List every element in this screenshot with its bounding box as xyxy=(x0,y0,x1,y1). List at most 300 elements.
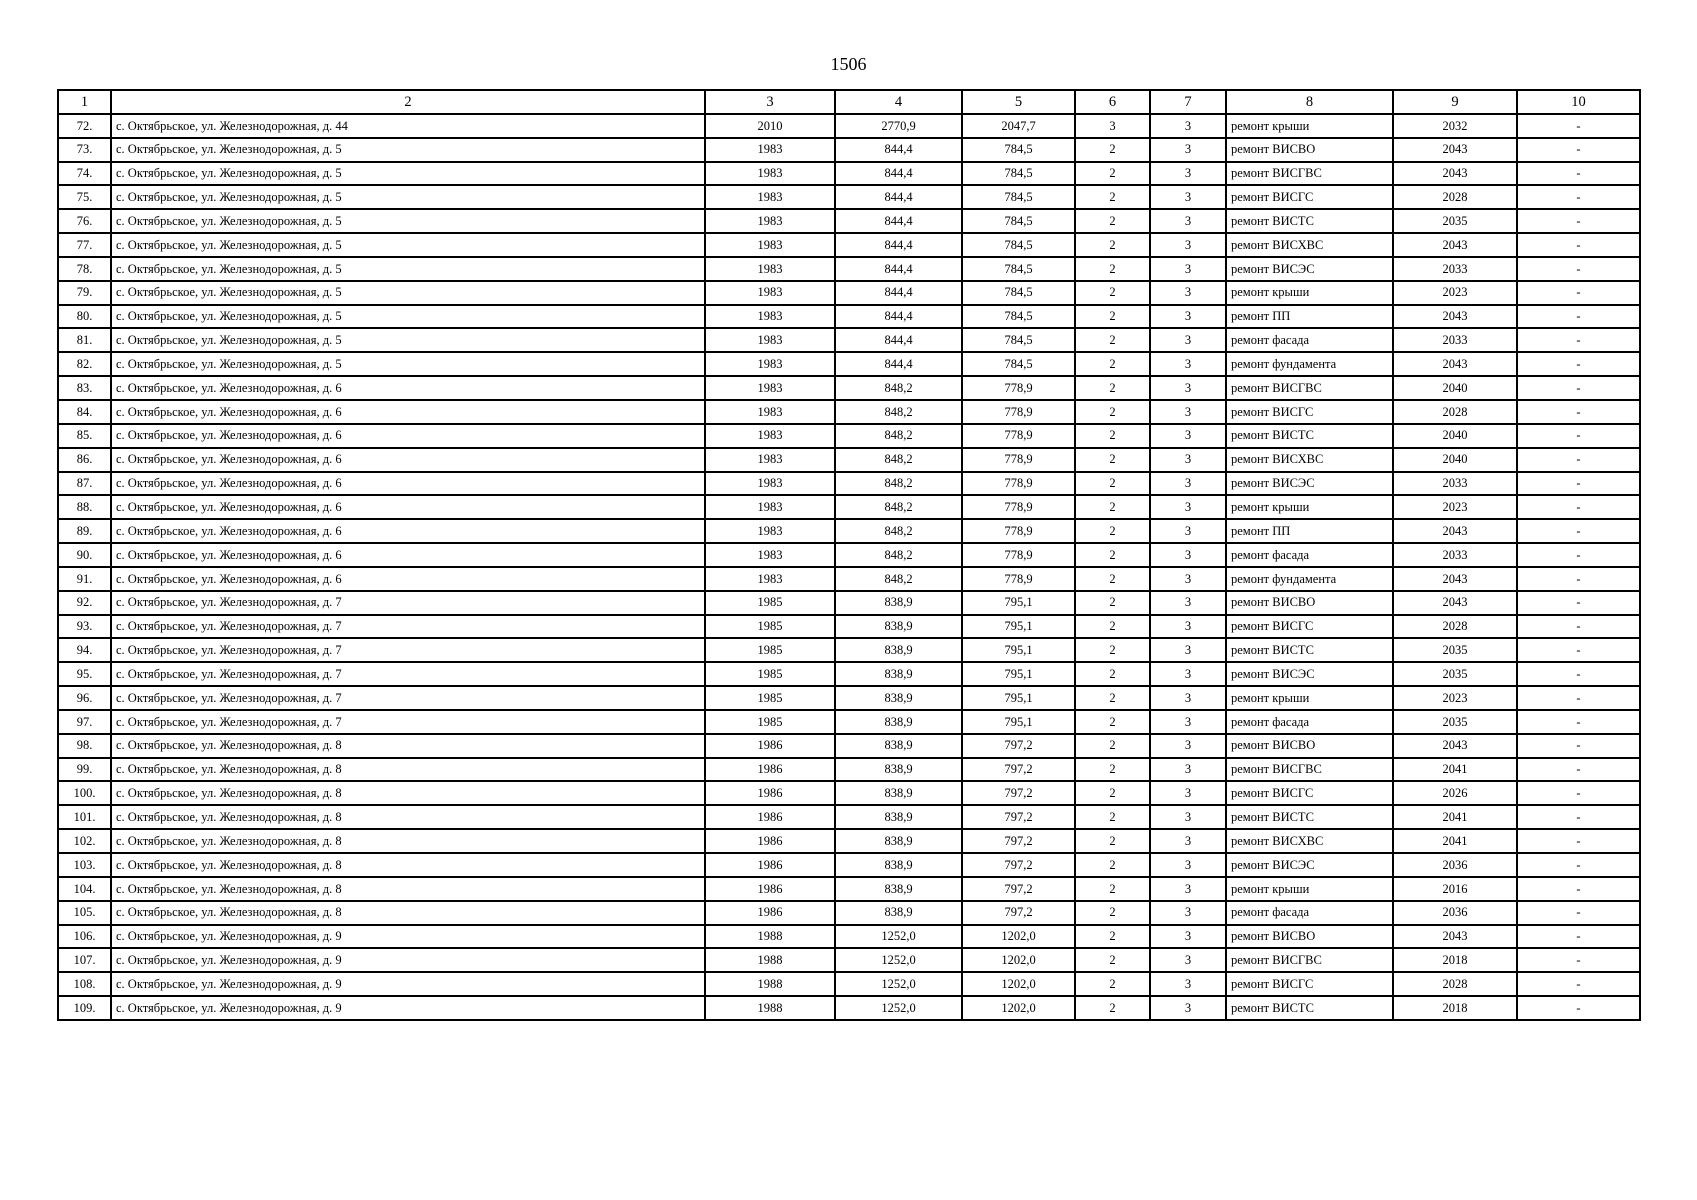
planned-year-cell: 2033 xyxy=(1393,328,1517,352)
address-cell: с. Октябрьское, ул. Железнодорожная, д. 8 xyxy=(111,758,705,782)
note-cell: - xyxy=(1517,519,1640,543)
planned-year-cell: 2023 xyxy=(1393,686,1517,710)
note-cell: - xyxy=(1517,972,1640,996)
row-number-cell: 105. xyxy=(58,901,111,925)
table-row xyxy=(58,185,1640,209)
table-row xyxy=(58,877,1640,901)
work-type-cell: ремонт ВИСВО xyxy=(1226,925,1393,949)
floors-cell: 2 xyxy=(1075,257,1150,281)
row-number-cell: 97. xyxy=(58,710,111,734)
work-type-cell: ремонт фасада xyxy=(1226,328,1393,352)
table-row xyxy=(58,972,1640,996)
table-row xyxy=(58,352,1640,376)
note-cell: - xyxy=(1517,495,1640,519)
living-area-cell: 797,2 xyxy=(962,877,1075,901)
note-cell: - xyxy=(1517,877,1640,901)
work-type-cell: ремонт ВИСВО xyxy=(1226,138,1393,162)
living-area-cell: 1202,0 xyxy=(962,972,1075,996)
note-cell: - xyxy=(1517,781,1640,805)
work-type-cell: ремонт фундамента xyxy=(1226,567,1393,591)
row-number-cell: 85. xyxy=(58,424,111,448)
table-row xyxy=(58,138,1640,162)
floors-cell: 2 xyxy=(1075,877,1150,901)
entrances-cell: 3 xyxy=(1150,209,1226,233)
entrances-cell: 3 xyxy=(1150,138,1226,162)
address-cell: с. Октябрьское, ул. Железнодорожная, д. 6 xyxy=(111,519,705,543)
work-type-cell: ремонт крыши xyxy=(1226,114,1393,138)
column-header: 4 xyxy=(835,90,962,114)
note-cell: - xyxy=(1517,376,1640,400)
note-cell: - xyxy=(1517,424,1640,448)
table-body xyxy=(58,114,1640,1020)
year-cell: 1983 xyxy=(705,472,835,496)
address-cell: с. Октябрьское, ул. Железнодорожная, д. 5 xyxy=(111,209,705,233)
floors-cell: 2 xyxy=(1075,781,1150,805)
total-area-cell: 838,9 xyxy=(835,805,962,829)
column-header: 1 xyxy=(58,90,111,114)
column-header: 5 xyxy=(962,90,1075,114)
living-area-cell: 784,5 xyxy=(962,185,1075,209)
total-area-cell: 838,9 xyxy=(835,877,962,901)
year-cell: 1985 xyxy=(705,686,835,710)
table-row xyxy=(58,901,1640,925)
floors-cell: 2 xyxy=(1075,209,1150,233)
living-area-cell: 1202,0 xyxy=(962,996,1075,1020)
address-cell: с. Октябрьское, ул. Железнодорожная, д. 6 xyxy=(111,472,705,496)
address-cell: с. Октябрьское, ул. Железнодорожная, д. 5 xyxy=(111,185,705,209)
year-cell: 1983 xyxy=(705,209,835,233)
note-cell: - xyxy=(1517,996,1640,1020)
note-cell: - xyxy=(1517,162,1640,186)
work-type-cell: ремонт ВИСГВС xyxy=(1226,162,1393,186)
total-area-cell: 848,2 xyxy=(835,543,962,567)
living-area-cell: 797,2 xyxy=(962,758,1075,782)
row-number-cell: 86. xyxy=(58,448,111,472)
year-cell: 1983 xyxy=(705,328,835,352)
planned-year-cell: 2033 xyxy=(1393,543,1517,567)
work-type-cell: ремонт крыши xyxy=(1226,877,1393,901)
note-cell: - xyxy=(1517,615,1640,639)
work-type-cell: ремонт крыши xyxy=(1226,495,1393,519)
header-row xyxy=(58,90,1640,114)
floors-cell: 2 xyxy=(1075,710,1150,734)
total-area-cell: 838,9 xyxy=(835,758,962,782)
year-cell: 1986 xyxy=(705,758,835,782)
row-number-cell: 101. xyxy=(58,805,111,829)
total-area-cell: 838,9 xyxy=(835,591,962,615)
year-cell: 1983 xyxy=(705,257,835,281)
planned-year-cell: 2041 xyxy=(1393,829,1517,853)
work-type-cell: ремонт фасада xyxy=(1226,710,1393,734)
planned-year-cell: 2028 xyxy=(1393,615,1517,639)
entrances-cell: 3 xyxy=(1150,233,1226,257)
planned-year-cell: 2028 xyxy=(1393,400,1517,424)
note-cell: - xyxy=(1517,710,1640,734)
floors-cell: 2 xyxy=(1075,686,1150,710)
living-area-cell: 1202,0 xyxy=(962,925,1075,949)
note-cell: - xyxy=(1517,281,1640,305)
planned-year-cell: 2026 xyxy=(1393,781,1517,805)
entrances-cell: 3 xyxy=(1150,758,1226,782)
table-row xyxy=(58,925,1640,949)
address-cell: с. Октябрьское, ул. Железнодорожная, д. 5 xyxy=(111,257,705,281)
data-table xyxy=(57,89,1641,1021)
row-number-cell: 79. xyxy=(58,281,111,305)
planned-year-cell: 2040 xyxy=(1393,376,1517,400)
entrances-cell: 3 xyxy=(1150,901,1226,925)
total-area-cell: 838,9 xyxy=(835,781,962,805)
total-area-cell: 848,2 xyxy=(835,495,962,519)
table-row xyxy=(58,495,1640,519)
planned-year-cell: 2028 xyxy=(1393,972,1517,996)
table-row xyxy=(58,853,1640,877)
note-cell: - xyxy=(1517,114,1640,138)
planned-year-cell: 2032 xyxy=(1393,114,1517,138)
work-type-cell: ремонт ВИСВО xyxy=(1226,591,1393,615)
table-row xyxy=(58,686,1640,710)
total-area-cell: 848,2 xyxy=(835,376,962,400)
note-cell: - xyxy=(1517,233,1640,257)
row-number-cell: 107. xyxy=(58,948,111,972)
row-number-cell: 72. xyxy=(58,114,111,138)
work-type-cell: ремонт ПП xyxy=(1226,305,1393,329)
living-area-cell: 784,5 xyxy=(962,305,1075,329)
address-cell: с. Октябрьское, ул. Железнодорожная, д. 7 xyxy=(111,686,705,710)
work-type-cell: ремонт фасада xyxy=(1226,543,1393,567)
note-cell: - xyxy=(1517,734,1640,758)
floors-cell: 2 xyxy=(1075,972,1150,996)
note-cell: - xyxy=(1517,567,1640,591)
row-number-cell: 89. xyxy=(58,519,111,543)
note-cell: - xyxy=(1517,638,1640,662)
note-cell: - xyxy=(1517,662,1640,686)
row-number-cell: 78. xyxy=(58,257,111,281)
year-cell: 1983 xyxy=(705,543,835,567)
row-number-cell: 73. xyxy=(58,138,111,162)
entrances-cell: 3 xyxy=(1150,615,1226,639)
entrances-cell: 3 xyxy=(1150,305,1226,329)
address-cell: с. Октябрьское, ул. Железнодорожная, д. 44 xyxy=(111,114,705,138)
work-type-cell: ремонт фундамента xyxy=(1226,352,1393,376)
table-row xyxy=(58,734,1640,758)
address-cell: с. Октябрьское, ул. Железнодорожная, д. 6 xyxy=(111,424,705,448)
row-number-cell: 83. xyxy=(58,376,111,400)
planned-year-cell: 2043 xyxy=(1393,567,1517,591)
total-area-cell: 1252,0 xyxy=(835,972,962,996)
planned-year-cell: 2023 xyxy=(1393,495,1517,519)
row-number-cell: 95. xyxy=(58,662,111,686)
total-area-cell: 844,4 xyxy=(835,257,962,281)
table-row xyxy=(58,281,1640,305)
living-area-cell: 795,1 xyxy=(962,638,1075,662)
work-type-cell: ремонт ВИСТС xyxy=(1226,424,1393,448)
living-area-cell: 778,9 xyxy=(962,567,1075,591)
work-type-cell: ремонт ВИСТС xyxy=(1226,805,1393,829)
table-row xyxy=(58,758,1640,782)
work-type-cell: ремонт ВИСХВС xyxy=(1226,448,1393,472)
floors-cell: 2 xyxy=(1075,853,1150,877)
planned-year-cell: 2043 xyxy=(1393,305,1517,329)
note-cell: - xyxy=(1517,925,1640,949)
entrances-cell: 3 xyxy=(1150,472,1226,496)
row-number-cell: 98. xyxy=(58,734,111,758)
floors-cell: 2 xyxy=(1075,162,1150,186)
entrances-cell: 3 xyxy=(1150,948,1226,972)
total-area-cell: 2770,9 xyxy=(835,114,962,138)
work-type-cell: ремонт фасада xyxy=(1226,901,1393,925)
entrances-cell: 3 xyxy=(1150,972,1226,996)
address-cell: с. Октябрьское, ул. Железнодорожная, д. 6 xyxy=(111,376,705,400)
planned-year-cell: 2028 xyxy=(1393,185,1517,209)
floors-cell: 2 xyxy=(1075,376,1150,400)
living-area-cell: 778,9 xyxy=(962,472,1075,496)
row-number-cell: 84. xyxy=(58,400,111,424)
planned-year-cell: 2040 xyxy=(1393,424,1517,448)
address-cell: с. Октябрьское, ул. Железнодорожная, д. 8 xyxy=(111,901,705,925)
note-cell: - xyxy=(1517,257,1640,281)
work-type-cell: ремонт ВИСГС xyxy=(1226,615,1393,639)
year-cell: 1988 xyxy=(705,925,835,949)
table-row xyxy=(58,948,1640,972)
total-area-cell: 848,2 xyxy=(835,519,962,543)
year-cell: 1983 xyxy=(705,400,835,424)
total-area-cell: 844,4 xyxy=(835,162,962,186)
planned-year-cell: 2035 xyxy=(1393,662,1517,686)
address-cell: с. Октябрьское, ул. Железнодорожная, д. 6 xyxy=(111,448,705,472)
work-type-cell: ремонт ВИСХВС xyxy=(1226,829,1393,853)
address-cell: с. Октябрьское, ул. Железнодорожная, д. 5 xyxy=(111,281,705,305)
note-cell: - xyxy=(1517,138,1640,162)
year-cell: 1985 xyxy=(705,662,835,686)
work-type-cell: ремонт ВИСГВС xyxy=(1226,948,1393,972)
row-number-cell: 77. xyxy=(58,233,111,257)
entrances-cell: 3 xyxy=(1150,328,1226,352)
living-area-cell: 797,2 xyxy=(962,734,1075,758)
floors-cell: 2 xyxy=(1075,472,1150,496)
living-area-cell: 784,5 xyxy=(962,138,1075,162)
total-area-cell: 848,2 xyxy=(835,472,962,496)
table-row xyxy=(58,710,1640,734)
table-row xyxy=(58,448,1640,472)
note-cell: - xyxy=(1517,328,1640,352)
address-cell: с. Октябрьское, ул. Железнодорожная, д. 9 xyxy=(111,996,705,1020)
year-cell: 1983 xyxy=(705,185,835,209)
year-cell: 1986 xyxy=(705,829,835,853)
table-row xyxy=(58,424,1640,448)
total-area-cell: 848,2 xyxy=(835,567,962,591)
note-cell: - xyxy=(1517,305,1640,329)
living-area-cell: 797,2 xyxy=(962,901,1075,925)
living-area-cell: 778,9 xyxy=(962,400,1075,424)
note-cell: - xyxy=(1517,448,1640,472)
total-area-cell: 1252,0 xyxy=(835,948,962,972)
living-area-cell: 784,5 xyxy=(962,233,1075,257)
table-row xyxy=(58,257,1640,281)
address-cell: с. Октябрьское, ул. Железнодорожная, д. 8 xyxy=(111,829,705,853)
entrances-cell: 3 xyxy=(1150,352,1226,376)
living-area-cell: 795,1 xyxy=(962,686,1075,710)
table-row xyxy=(58,328,1640,352)
living-area-cell: 778,9 xyxy=(962,448,1075,472)
entrances-cell: 3 xyxy=(1150,567,1226,591)
year-cell: 1985 xyxy=(705,615,835,639)
address-cell: с. Октябрьское, ул. Железнодорожная, д. 6 xyxy=(111,543,705,567)
year-cell: 1983 xyxy=(705,376,835,400)
planned-year-cell: 2035 xyxy=(1393,638,1517,662)
address-cell: с. Октябрьское, ул. Железнодорожная, д. 6 xyxy=(111,567,705,591)
row-number-cell: 104. xyxy=(58,877,111,901)
entrances-cell: 3 xyxy=(1150,162,1226,186)
work-type-cell: ремонт ВИСВО xyxy=(1226,734,1393,758)
row-number-cell: 81. xyxy=(58,328,111,352)
floors-cell: 2 xyxy=(1075,734,1150,758)
work-type-cell: ремонт ВИСГС xyxy=(1226,781,1393,805)
address-cell: с. Октябрьское, ул. Железнодорожная, д. 5 xyxy=(111,233,705,257)
table-row xyxy=(58,233,1640,257)
work-type-cell: ремонт ВИСЭС xyxy=(1226,853,1393,877)
table-row xyxy=(58,472,1640,496)
floors-cell: 2 xyxy=(1075,400,1150,424)
year-cell: 1983 xyxy=(705,448,835,472)
year-cell: 1988 xyxy=(705,948,835,972)
table-row xyxy=(58,162,1640,186)
living-area-cell: 797,2 xyxy=(962,781,1075,805)
year-cell: 1983 xyxy=(705,233,835,257)
living-area-cell: 797,2 xyxy=(962,829,1075,853)
planned-year-cell: 2035 xyxy=(1393,710,1517,734)
planned-year-cell: 2043 xyxy=(1393,233,1517,257)
total-area-cell: 838,9 xyxy=(835,829,962,853)
total-area-cell: 844,4 xyxy=(835,305,962,329)
total-area-cell: 848,2 xyxy=(835,448,962,472)
table-row xyxy=(58,567,1640,591)
living-area-cell: 784,5 xyxy=(962,257,1075,281)
total-area-cell: 838,9 xyxy=(835,853,962,877)
planned-year-cell: 2043 xyxy=(1393,519,1517,543)
planned-year-cell: 2043 xyxy=(1393,162,1517,186)
living-area-cell: 784,5 xyxy=(962,281,1075,305)
address-cell: с. Октябрьское, ул. Железнодорожная, д. 5 xyxy=(111,162,705,186)
address-cell: с. Октябрьское, ул. Железнодорожная, д. 9 xyxy=(111,925,705,949)
work-type-cell: ремонт ВИСТС xyxy=(1226,996,1393,1020)
work-type-cell: ремонт ВИСЭС xyxy=(1226,472,1393,496)
year-cell: 1988 xyxy=(705,972,835,996)
planned-year-cell: 2041 xyxy=(1393,758,1517,782)
address-cell: с. Октябрьское, ул. Железнодорожная, д. 9 xyxy=(111,972,705,996)
entrances-cell: 3 xyxy=(1150,686,1226,710)
note-cell: - xyxy=(1517,758,1640,782)
total-area-cell: 844,4 xyxy=(835,233,962,257)
row-number-cell: 106. xyxy=(58,925,111,949)
living-area-cell: 2047,7 xyxy=(962,114,1075,138)
floors-cell: 2 xyxy=(1075,543,1150,567)
year-cell: 1983 xyxy=(705,519,835,543)
total-area-cell: 838,9 xyxy=(835,638,962,662)
total-area-cell: 844,4 xyxy=(835,352,962,376)
row-number-cell: 92. xyxy=(58,591,111,615)
total-area-cell: 844,4 xyxy=(835,328,962,352)
living-area-cell: 778,9 xyxy=(962,495,1075,519)
entrances-cell: 3 xyxy=(1150,257,1226,281)
work-type-cell: ремонт ПП xyxy=(1226,519,1393,543)
column-header: 3 xyxy=(705,90,835,114)
row-number-cell: 109. xyxy=(58,996,111,1020)
floors-cell: 2 xyxy=(1075,805,1150,829)
entrances-cell: 3 xyxy=(1150,805,1226,829)
row-number-cell: 102. xyxy=(58,829,111,853)
year-cell: 1985 xyxy=(705,710,835,734)
row-number-cell: 76. xyxy=(58,209,111,233)
total-area-cell: 844,4 xyxy=(835,209,962,233)
living-area-cell: 1202,0 xyxy=(962,948,1075,972)
planned-year-cell: 2033 xyxy=(1393,257,1517,281)
total-area-cell: 848,2 xyxy=(835,424,962,448)
year-cell: 1988 xyxy=(705,996,835,1020)
note-cell: - xyxy=(1517,352,1640,376)
work-type-cell: ремонт ВИСГС xyxy=(1226,972,1393,996)
year-cell: 1986 xyxy=(705,853,835,877)
work-type-cell: ремонт ВИСЭС xyxy=(1226,662,1393,686)
row-number-cell: 75. xyxy=(58,185,111,209)
year-cell: 1983 xyxy=(705,495,835,519)
planned-year-cell: 2043 xyxy=(1393,734,1517,758)
column-header: 6 xyxy=(1075,90,1150,114)
row-number-cell: 90. xyxy=(58,543,111,567)
floors-cell: 2 xyxy=(1075,662,1150,686)
address-cell: с. Октябрьское, ул. Железнодорожная, д. 8 xyxy=(111,805,705,829)
living-area-cell: 784,5 xyxy=(962,352,1075,376)
row-number-cell: 100. xyxy=(58,781,111,805)
planned-year-cell: 2043 xyxy=(1393,352,1517,376)
table-row xyxy=(58,615,1640,639)
planned-year-cell: 2036 xyxy=(1393,853,1517,877)
note-cell: - xyxy=(1517,686,1640,710)
total-area-cell: 838,9 xyxy=(835,901,962,925)
entrances-cell: 3 xyxy=(1150,853,1226,877)
entrances-cell: 3 xyxy=(1150,662,1226,686)
floors-cell: 2 xyxy=(1075,138,1150,162)
entrances-cell: 3 xyxy=(1150,781,1226,805)
total-area-cell: 838,9 xyxy=(835,615,962,639)
planned-year-cell: 2016 xyxy=(1393,877,1517,901)
total-area-cell: 1252,0 xyxy=(835,925,962,949)
year-cell: 1986 xyxy=(705,901,835,925)
year-cell: 1983 xyxy=(705,281,835,305)
row-number-cell: 108. xyxy=(58,972,111,996)
total-area-cell: 838,9 xyxy=(835,710,962,734)
address-cell: с. Октябрьское, ул. Железнодорожная, д. 7 xyxy=(111,710,705,734)
entrances-cell: 3 xyxy=(1150,638,1226,662)
work-type-cell: ремонт ВИСГВС xyxy=(1226,758,1393,782)
work-type-cell: ремонт ВИСЭС xyxy=(1226,257,1393,281)
address-cell: с. Октябрьское, ул. Железнодорожная, д. 9 xyxy=(111,948,705,972)
entrances-cell: 3 xyxy=(1150,996,1226,1020)
planned-year-cell: 2041 xyxy=(1393,805,1517,829)
address-cell: с. Октябрьское, ул. Железнодорожная, д. 8 xyxy=(111,781,705,805)
entrances-cell: 3 xyxy=(1150,925,1226,949)
year-cell: 1983 xyxy=(705,138,835,162)
work-type-cell: ремонт ВИСХВС xyxy=(1226,233,1393,257)
planned-year-cell: 2033 xyxy=(1393,472,1517,496)
row-number-cell: 87. xyxy=(58,472,111,496)
table-row xyxy=(58,543,1640,567)
table-row xyxy=(58,591,1640,615)
year-cell: 1983 xyxy=(705,352,835,376)
address-cell: с. Октябрьское, ул. Железнодорожная, д. 5 xyxy=(111,328,705,352)
note-cell: - xyxy=(1517,400,1640,424)
planned-year-cell: 2036 xyxy=(1393,901,1517,925)
column-header: 8 xyxy=(1226,90,1393,114)
